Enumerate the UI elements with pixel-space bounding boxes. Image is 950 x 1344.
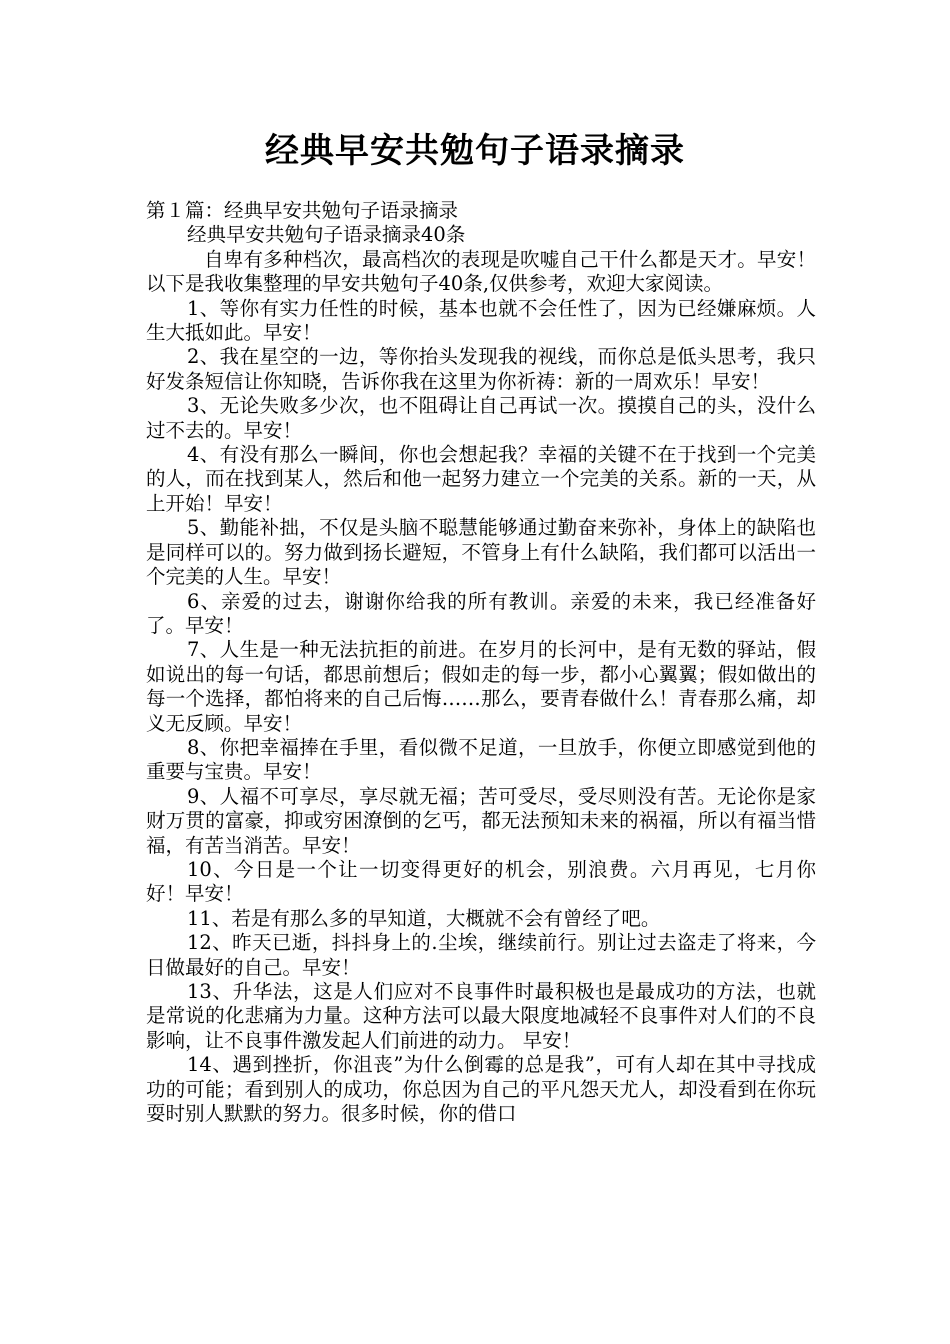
quote-item-9: 9、人福不可享尽，享尽就无福；苦可受尽，受尽则没有苦。无论你是家财万贯的富豪，抑或穷困潦倒的乞丐，都无法预知未来的祸福，所以有福当惜福，有苦当消苦。早安！ [146,784,816,857]
sub-heading: 经典早安共勉句子语录摘录40条 [187,223,466,247]
section-heading: 第１篇：经典早安共勉句子语录摘录 [146,199,459,222]
quote-item-8: 8、你把幸福捧在手里，看似微不足道，一旦放手，你便立即感觉到他的重要与宝贵。早安！ [146,735,816,784]
quote-item-3: 3、无论失败多少次，也不阻碍让自己再试一次。摸摸自己的头，没什么过不去的。早安！ [146,394,816,442]
document-title: 经典早安共勉句子语录摘录 [265,131,685,171]
quote-item-6: 6、亲爱的过去，谢谢你给我的所有教训。亲爱的未来，我已经准备好了。早安！ [146,589,816,637]
quote-item-7: 7、人生是一种无法抗拒的前进。在岁月的长河中，是有无数的驿站，假如说出的每一句话，都思前想后；假如走的每一步，都小心翼翼；假如做出的每一个选择，都怕将来的自己后悔……那么，要青春做什么！青春那么痛，却义无反顾。早安！ [146,638,816,735]
quote-item-4: 4、有没有那么一瞬间，你也会想起我？幸福的关键不在于找到一个完美的人，而在找到某人，然后和他一起努力建立一个完美的关系。新的一天，从上开始！早安！ [146,443,816,515]
quote-item-5: 5、勤能补拙，不仅是头脑不聪慧能够通过勤奋来弥补，身体上的缺陷也是同样可以的。努力做到扬长避短，不管身上有什么缺陷，我们都可以活出一个完美的人生。早安！ [146,516,816,589]
quote-item-2: 2、我在星空的一边，等你抬头发现我的视线，而你总是低头思考，我只好发条短信让你知晓，告诉你我在这里为你祈祷：新的一周欢乐！早安！ [146,345,816,393]
quote-item-13: 13、升华法，这是人们应对不良事件时最积极也是最成功的方法，也就是常说的化悲痛为力量。这种方法可以最大限度地减轻不良事件对人们的不良影响，让不良事件激发起人们前进的动力。 早安！ [146,980,816,1052]
document-body [146,199,816,1126]
quote-item-10: 10、今日是一个让一切变得更好的机会，别浪费。六月再见，七月你好！早安！ [146,857,816,906]
quote-item-1: 1、等你有实力任性的时候，基本也就不会任性了，因为已经嫌麻烦。人生大抵如此。早安！ [146,296,816,345]
intro-paragraph: 自卑有多种档次，最高档次的表现是吹嘘自己干什么都是天才。早安！以下是我收集整理的早安共勉句子40条,仅供参考，欢迎大家阅读。 [146,247,816,296]
quote-item-11: 11、若是有那么多的早知道，大概就不会有曾经了吧。 [187,906,661,930]
quote-item-12: 12、昨天已逝，抖抖身上的.尘埃，继续前行。别让过去盗走了将来，今日做最好的自己。早安！ [146,931,816,979]
quote-item-14: 14、遇到挫折，你沮丧”为什么倒霉的总是我”，可有人却在其中寻找成功的可能；看到别人的成功，你总因为自己的平凡怨天尤人，却没看到在你玩耍时别人默默的努力。很多时候，你的借口 [146,1053,816,1126]
